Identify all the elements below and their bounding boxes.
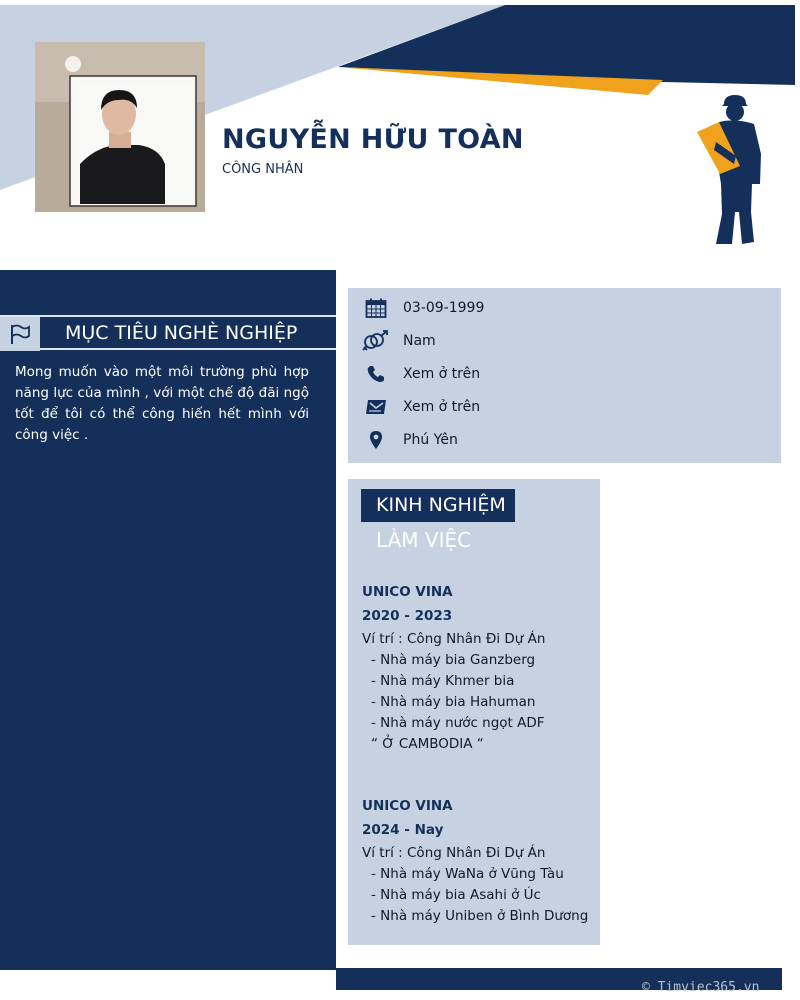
profile-photo (35, 42, 205, 212)
watermark: © Timviec365.vn (642, 980, 760, 995)
job-position: Ví trí : Công Nhân Đi Dự Án (362, 631, 546, 647)
objective-text: Mong muốn vào một môi trường phù hợp năng lực của mình , với một chế độ đãi ngộ tốt để tôi có thể công hiến hết mình với công việc . (15, 364, 309, 443)
gender-icon (362, 329, 390, 353)
job-duty: - Nhà máy bia Asahi ở Úc (371, 887, 541, 903)
location-value: Phú Yên (403, 432, 458, 448)
phone-icon (362, 362, 390, 386)
info-row-phone (362, 360, 480, 388)
calendar-icon (362, 296, 390, 320)
job-title: CÔNG NHÂN (222, 162, 304, 177)
job-duty: - Nhà máy WaNa ở Vũng Tàu (371, 866, 564, 882)
info-row-email (362, 393, 480, 421)
job-position: Ví trí : Công Nhân Đi Dự Án (362, 845, 546, 861)
objective-heading: MỤC TIÊU NGHÈ NGHIỆP (65, 322, 298, 344)
job-duty: - Nhà máy Uniben ở Bình Dương (371, 908, 589, 924)
experience-heading-line2: LÀM VIỆC (376, 528, 472, 552)
info-row-gender (362, 327, 436, 355)
job-period: 2024 - Nay (362, 822, 444, 838)
worker-silhouette-icon (694, 92, 766, 248)
info-row-birthdate (362, 294, 484, 322)
job-period: 2020 - 2023 (362, 608, 453, 624)
gender-value: Nam (403, 333, 436, 349)
candidate-name: NGUYỄN HỮU TOÀN (222, 124, 524, 155)
experience-heading: KINH NGHIỆM (376, 494, 506, 516)
divider (40, 348, 336, 350)
job-duty: - Nhà máy nước ngọt ADF (371, 715, 545, 731)
info-row-location (362, 426, 458, 454)
job-duty: “ Ở CAMBODIA “ (371, 736, 484, 752)
email-value: Xem ở trên (403, 399, 481, 415)
job-entry (362, 794, 598, 927)
location-pin-icon (362, 428, 390, 452)
phone-value: Xem ở trên (403, 366, 481, 382)
flag-icon (0, 317, 40, 351)
job-duty: - Nhà máy bia Hahuman (371, 694, 536, 710)
job-entry (362, 580, 598, 755)
birthdate-value: 03-09-1999 (403, 300, 485, 316)
company-name: UNICO VINA (362, 584, 453, 600)
divider (0, 315, 336, 317)
job-duty: - Nhà máy Khmer bia (371, 673, 515, 689)
company-name: UNICO VINA (362, 798, 453, 814)
job-duty: - Nhà máy bia Ganzberg (371, 652, 536, 668)
email-icon (362, 395, 390, 419)
